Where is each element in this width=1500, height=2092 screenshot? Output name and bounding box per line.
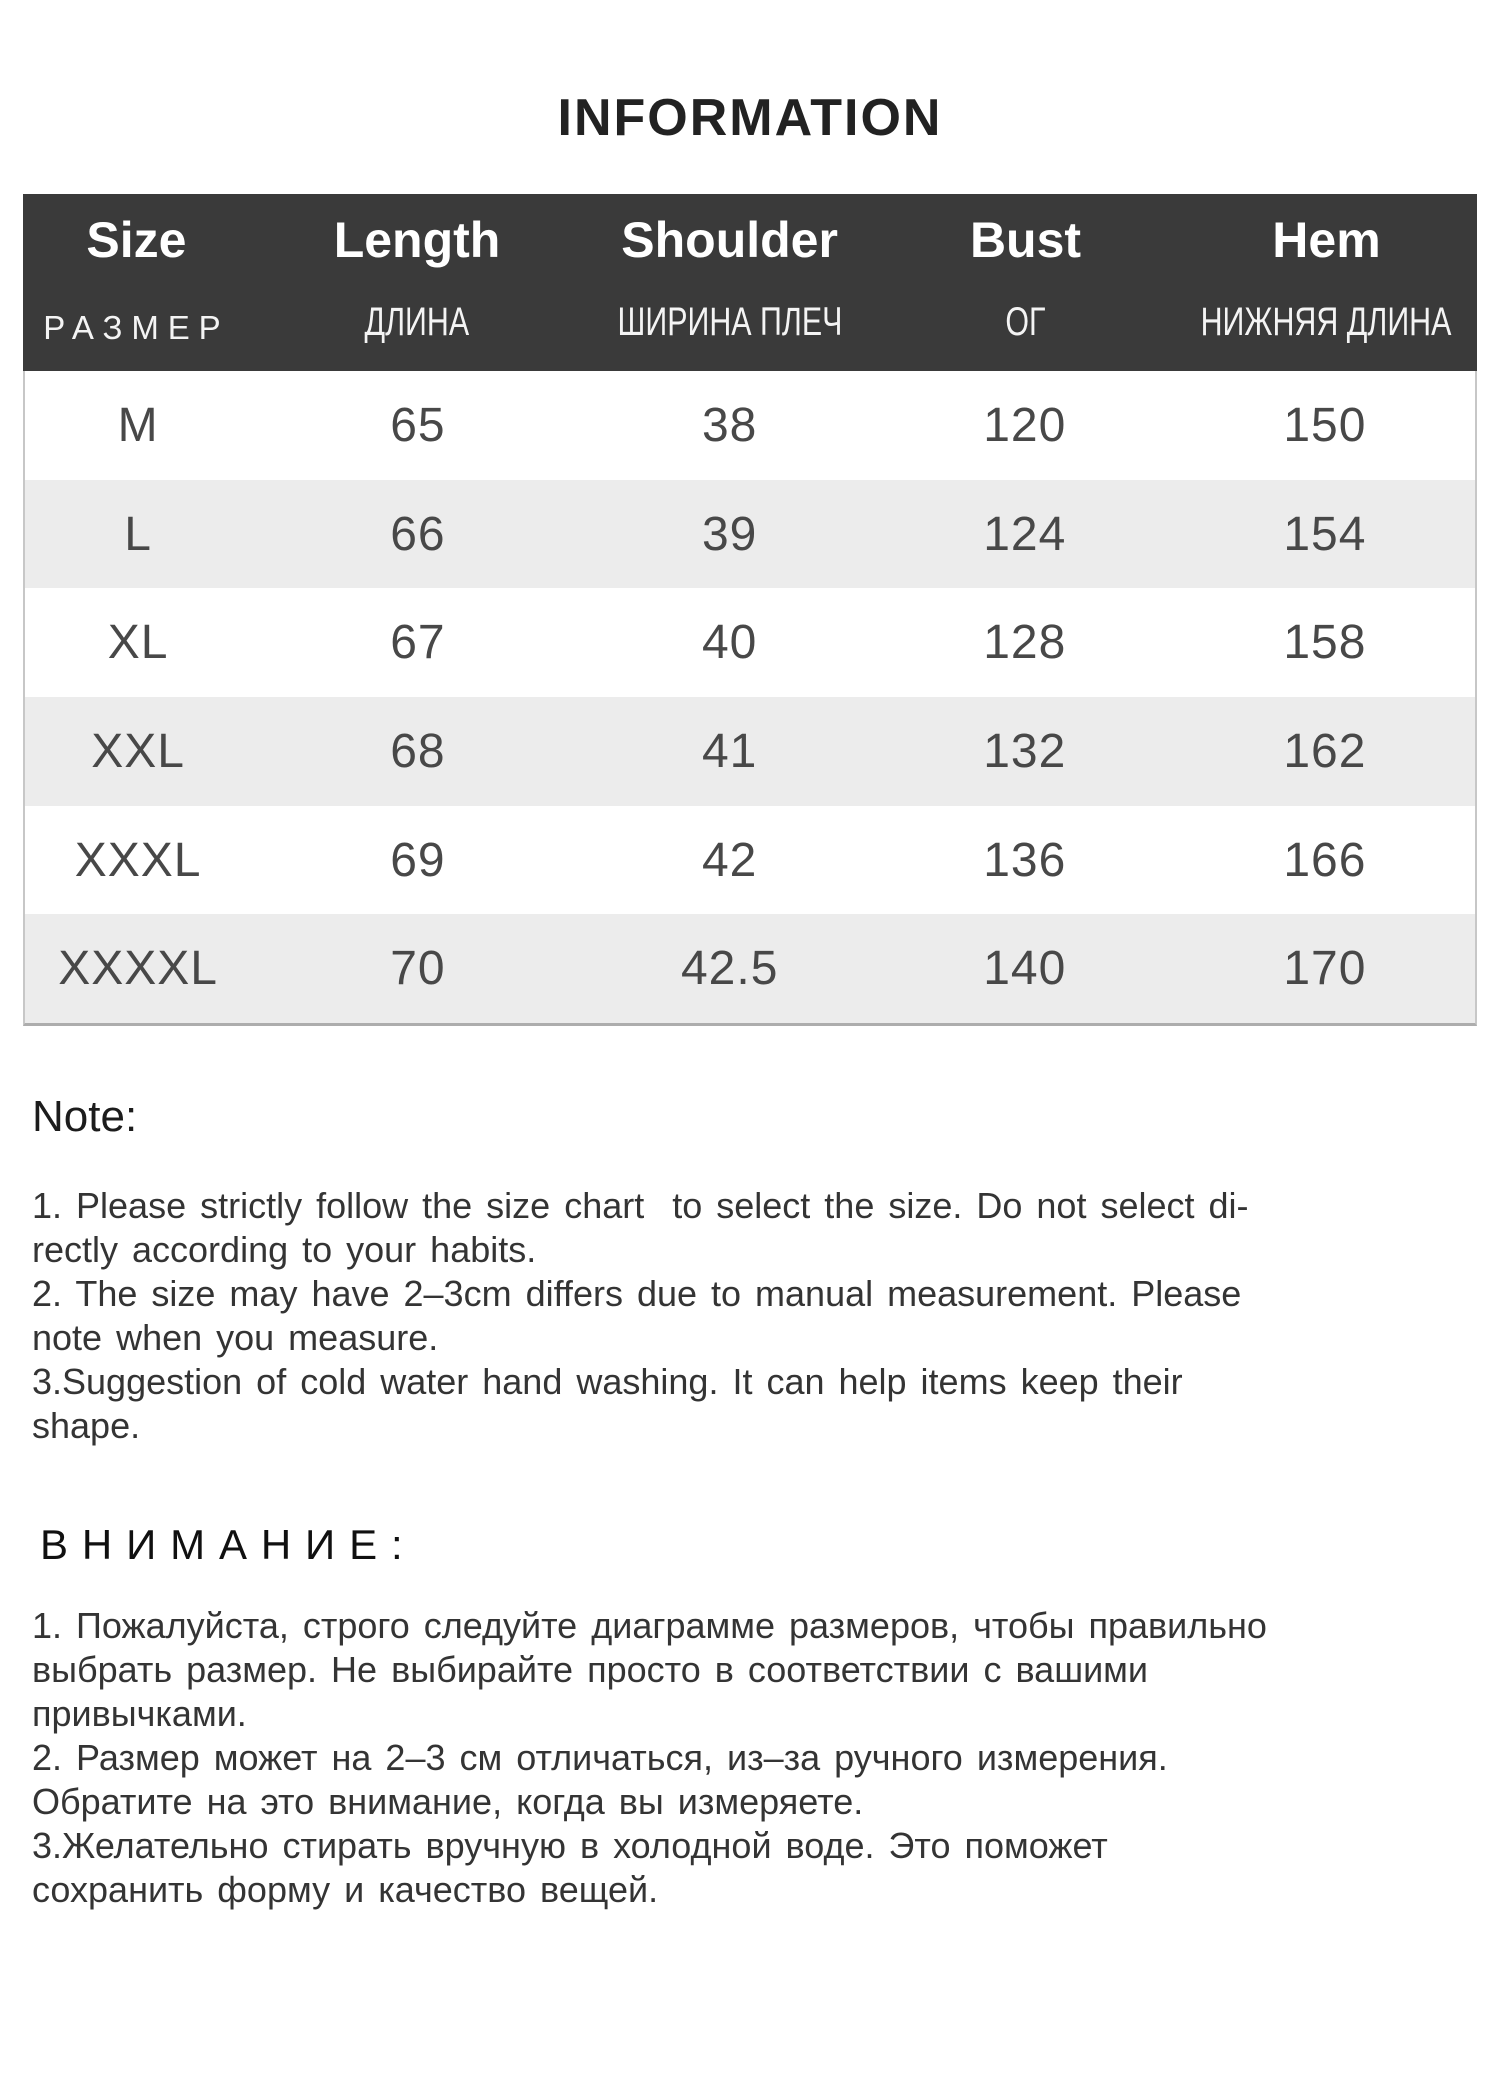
cell-bust: 128 (983, 616, 1067, 670)
column-header-bust (875, 194, 1176, 371)
note-line: 1. Please strictly follow the size chart to select the size. Do not select di- (32, 1185, 1249, 1227)
table-row-l (25, 480, 1475, 589)
cell-length: 70 (390, 942, 446, 996)
note-line: rectly according to your habits. (32, 1229, 537, 1271)
cell-hem: 170 (1283, 942, 1367, 996)
column-header-length-en: Length (333, 212, 501, 268)
column-header-size-en: Size (86, 212, 187, 268)
cell-hem: 158 (1283, 616, 1367, 670)
attention-line: 1. Пожалуйста, строго следуйте диаграмме размеров, чтобы правильно (32, 1605, 1267, 1647)
cell-bust: 120 (983, 398, 1067, 452)
table-body (23, 371, 1477, 1026)
table-row-xxxl (25, 806, 1475, 915)
cell-shoulder: 42.5 (680, 942, 779, 996)
cell-hem: 154 (1283, 507, 1367, 561)
attention-line: сохранить форму и качество вещей. (32, 1869, 659, 1911)
attention-line: 3.Желательно стирать вручную в холодной воде. Это поможет (32, 1825, 1108, 1867)
cell-shoulder: 41 (701, 724, 758, 778)
note-text (32, 1184, 1500, 1448)
column-header-length-ru: ДЛИНА (364, 300, 470, 344)
cell-hem: 166 (1283, 833, 1367, 887)
cell-shoulder: 39 (701, 507, 758, 561)
cell-size: M (117, 398, 159, 452)
column-header-bust-ru: ОГ (1005, 300, 1046, 344)
cell-size: XL (107, 616, 169, 670)
table-row-xl (25, 588, 1475, 697)
page-title: INFORMATION (557, 89, 943, 147)
attention-line: привычками. (32, 1693, 247, 1735)
column-header-shoulder (584, 194, 875, 371)
attention-line: Обратите на это внимание, когда вы измеряете. (32, 1781, 864, 1823)
cell-hem: 150 (1283, 398, 1367, 452)
note-line: 3.Suggestion of cold water hand washing. It can help items keep their (32, 1361, 1183, 1403)
attention-line: выбрать размер. Не выбирайте просто в соответствии с вашими (32, 1649, 1149, 1691)
cell-shoulder: 42 (701, 833, 758, 887)
cell-length: 65 (390, 398, 446, 452)
attention-line: 2. Размер может на 2–3 см отличаться, из–за ручного измерения. (32, 1737, 1168, 1779)
note-section (0, 1092, 1500, 1448)
cell-length: 68 (390, 724, 446, 778)
note-line: shape. (32, 1405, 141, 1447)
column-header-shoulder-ru: ШИРИНА ПЛЕЧ (617, 300, 843, 344)
cell-size: XXL (91, 724, 185, 778)
cell-shoulder: 38 (701, 398, 758, 452)
cell-bust: 124 (983, 507, 1067, 561)
column-header-size (23, 194, 250, 371)
cell-length: 67 (390, 616, 446, 670)
cell-length: 66 (390, 507, 446, 561)
note-line: 2. The size may have 2–3cm differs due to manual measurement. Please (32, 1273, 1242, 1315)
attention-heading: ВНИМАНИЕ: (40, 1521, 417, 1569)
table-row-xxl (25, 697, 1475, 806)
table-row-m (25, 371, 1475, 480)
column-header-bust-en: Bust (969, 212, 1082, 268)
column-header-size-ru: РАЗМЕР (43, 309, 230, 346)
size-chart-table (23, 194, 1477, 1026)
cell-size: XXXXL (58, 942, 218, 996)
attention-text (32, 1604, 1500, 1912)
cell-hem: 162 (1283, 724, 1367, 778)
cell-bust: 132 (983, 724, 1067, 778)
note-heading: Note: (32, 1092, 138, 1142)
cell-length: 69 (390, 833, 446, 887)
column-header-hem (1176, 194, 1477, 371)
table-header-row (23, 194, 1477, 371)
cell-bust: 140 (983, 942, 1067, 996)
cell-shoulder: 40 (701, 616, 758, 670)
column-header-hem-ru: НИЖНЯЯ ДЛИНА (1201, 300, 1452, 344)
column-header-length (250, 194, 584, 371)
column-header-shoulder-en: Shoulder (621, 212, 838, 268)
attention-section (0, 1520, 1500, 1912)
note-line: note when you measure. (32, 1317, 439, 1359)
cell-size: XXXL (74, 833, 202, 887)
cell-bust: 136 (983, 833, 1067, 887)
table-row-xxxxl (25, 914, 1475, 1023)
cell-size: L (124, 507, 152, 561)
column-header-hem-en: Hem (1272, 212, 1381, 268)
